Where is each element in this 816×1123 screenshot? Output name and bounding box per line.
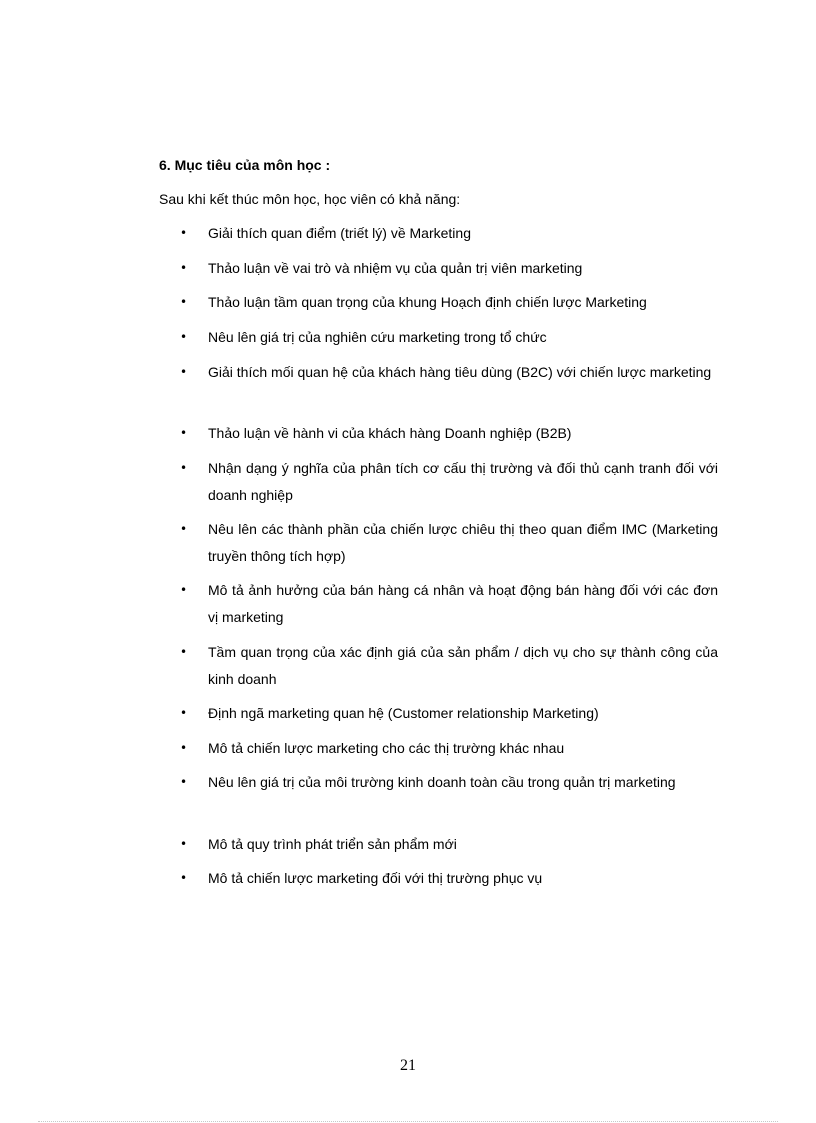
bullet-icon: • [180, 837, 188, 851]
bullet-icon: • [180, 295, 188, 309]
list-item [180, 577, 718, 630]
list-item [180, 359, 718, 386]
list-item-text: Định ngã marketing quan hệ (Customer relationship Marketing) [208, 705, 599, 721]
list-item-text: Mô tả quy trình phát triển sản phẩm mới [208, 836, 457, 852]
page-number: 21 [400, 1057, 416, 1074]
list-item-text: Nêu lên giá trị của nghiên cứu marketing trong tổ chức [208, 329, 547, 345]
bullet-icon: • [180, 330, 188, 344]
bullet-icon: • [180, 645, 188, 659]
list-item-text: Mô tả ảnh hưởng của bán hàng cá nhân và hoạt động bán hàng đối với các đơn vị marketing [208, 582, 718, 625]
list-item-text: Mô tả chiến lược marketing đối với thị trường phục vụ [208, 870, 543, 886]
list-item-text: Giải thích quan điểm (triết lý) về Marketing [208, 225, 471, 241]
list-item [180, 769, 718, 796]
section-intro: Sau khi kết thúc môn học, học viên có khả năng: [159, 191, 461, 207]
list-item [180, 220, 718, 247]
bullet-icon: • [180, 775, 188, 789]
list-item-text: Giải thích mối quan hệ của khách hàng tiêu dùng (B2C) với chiến lược marketing [208, 364, 712, 380]
list-item [180, 865, 718, 892]
list-item-text: Thảo luận tầm quan trọng của khung Hoạch định chiến lược Marketing [208, 294, 647, 310]
list-item [180, 831, 718, 858]
list-item [180, 639, 718, 692]
list-item [180, 420, 718, 447]
bullet-icon: • [180, 461, 188, 475]
list-item [180, 735, 718, 762]
list-item-text: Thảo luận về vai trò và nhiệm vụ của quản trị viên marketing [208, 260, 583, 276]
list-item [180, 455, 718, 508]
bullet-icon: • [180, 365, 188, 379]
list-item-text: Mô tả chiến lược marketing cho các thị trường khác nhau [208, 740, 565, 756]
list-item-text: Nêu lên giá trị của môi trường kinh doanh toàn cầu trong quản trị marketing [208, 774, 676, 790]
bullet-icon: • [180, 522, 188, 536]
list-item [180, 255, 718, 282]
list-item [180, 516, 718, 569]
bullet-icon: • [180, 226, 188, 240]
bullet-icon: • [180, 583, 188, 597]
list-item-text: Nhận dạng ý nghĩa của phân tích cơ cấu thị trường và đối thủ cạnh tranh đối với doanh nghiệp [208, 460, 718, 503]
list-item-text: Tầm quan trọng của xác định giá của sản phẩm / dịch vụ cho sự thành công của kinh doanh [208, 644, 718, 687]
bullet-icon: • [180, 426, 188, 440]
bullet-icon: • [180, 741, 188, 755]
bullet-icon: • [180, 871, 188, 885]
bullet-icon: • [180, 706, 188, 720]
list-item [180, 289, 718, 316]
bullet-icon: • [180, 261, 188, 275]
list-item [180, 700, 718, 727]
section-heading: 6. Mục tiêu của môn học : [159, 157, 331, 173]
list-item-text: Thảo luận về hành vi của khách hàng Doanh nghiệp (B2B) [208, 425, 572, 441]
list-item [180, 324, 718, 351]
list-item-text: Nêu lên các thành phần của chiến lược chiêu thị theo quan điểm IMC (Marketing truyền thông tích hợp) [208, 521, 718, 564]
